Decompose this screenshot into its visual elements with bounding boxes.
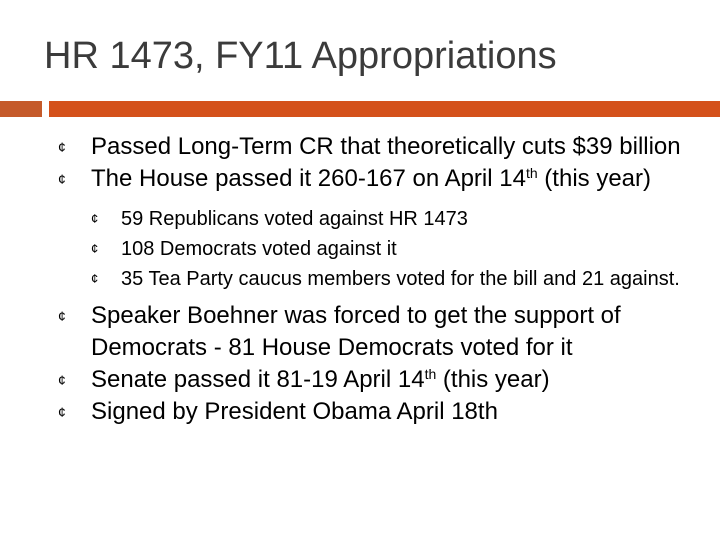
- bullet-icon: ¢: [58, 308, 66, 324]
- ordinal-suffix: th: [525, 165, 538, 181]
- bullet-icon: ¢: [58, 171, 66, 187]
- bullet-item: [58, 131, 708, 163]
- ordinal-suffix: th: [424, 366, 437, 382]
- bullet-icon: ¢: [58, 372, 66, 388]
- slide-title: HR 1473, FY11 Appropriations: [44, 35, 557, 77]
- sub-bullet-text: 59 Republicans voted against HR 1473: [121, 208, 468, 230]
- bullet-item: [58, 396, 708, 428]
- bullet-icon: ¢: [58, 404, 66, 420]
- bullet-text: Speaker Boehner was forced to get the support of Democrats - 81 House Democrats voted for it: [91, 302, 621, 361]
- sub-bullet-item: [91, 264, 708, 294]
- sub-bullet-text: 108 Democrats voted against it: [121, 238, 397, 260]
- bullet-item: [58, 300, 708, 364]
- bullet-text: The House passed it 260-167 on April 14th (this year): [91, 165, 651, 192]
- sub-bullet-item: [91, 234, 708, 264]
- bullet-icon: ¢: [91, 271, 99, 286]
- bullet-list: [58, 131, 708, 428]
- bullet-icon: ¢: [58, 139, 66, 155]
- bullet-text: Signed by President Obama April 18th: [91, 398, 498, 425]
- bullet-item: [58, 163, 708, 294]
- bullet-icon: ¢: [91, 241, 99, 256]
- sub-bullet-text: 35 Tea Party caucus members voted for the bill and 21 against.: [121, 268, 680, 290]
- sub-bullet-item: [91, 204, 708, 234]
- title-accent-block: [0, 101, 42, 117]
- title-divider-line: [49, 101, 720, 117]
- bullet-text: Passed Long-Term CR that theoretically cuts $39 billion: [91, 133, 681, 160]
- bullet-text: Senate passed it 81-19 April 14th (this year): [91, 366, 550, 393]
- sub-bullet-list: [91, 204, 708, 294]
- bullet-icon: ¢: [91, 211, 99, 226]
- bullet-item: [58, 364, 708, 396]
